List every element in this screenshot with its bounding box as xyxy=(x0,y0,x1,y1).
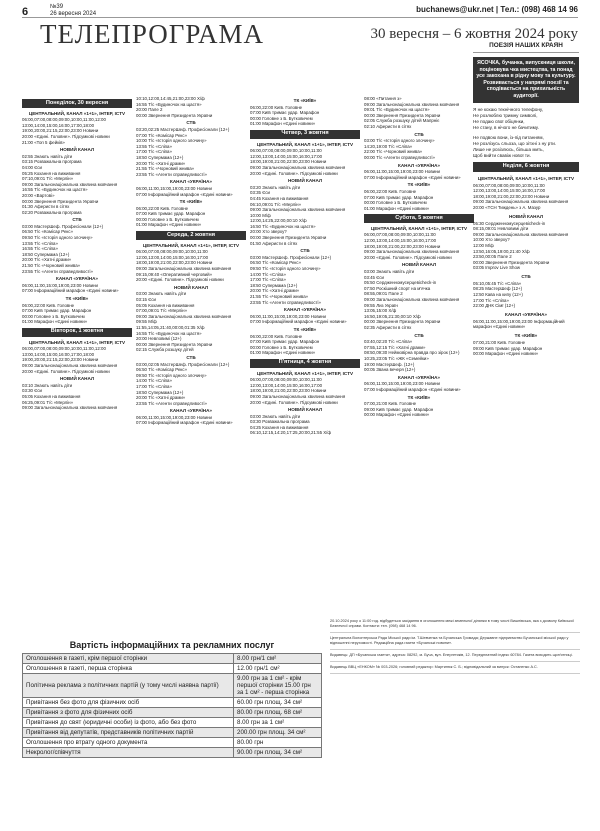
poem-line: Не подаю свої обіцянки, xyxy=(473,118,525,124)
ad-prices-title: Вартість інформаційних та рекламних послуг xyxy=(69,640,275,650)
program-line: 14:00 Т/с «Сліпа» xyxy=(250,271,286,277)
program-line: 05:05 Кохання на виживання xyxy=(22,393,81,399)
channel-heading: ЦЕНТРАЛЬНИЙ, КАНАЛ «1+1», ІНТЕР, ICTV xyxy=(370,225,468,231)
channel-heading: НОВИЙ КАНАЛ xyxy=(508,213,544,219)
program-line: 07:55,12:15 Т/с «Хатні драми» xyxy=(364,344,426,350)
program-line: 07:00 Т/с «Комісар Рекс» xyxy=(136,132,188,138)
program-line: 02:10 Аферисти в сітях xyxy=(364,123,412,129)
program-line: 03:05 Improv Live Show xyxy=(473,265,521,271)
program-line: 20:00 «Єдині. Головне». Підсумкові новини xyxy=(364,254,452,260)
program-line: 09:50 Т/с «Історія одного злочину» xyxy=(22,235,93,241)
program-line: 01:00 Марафон «Єдині новини» xyxy=(250,121,316,127)
program-line: 00:00 Головне з Б. Бутковичем xyxy=(22,313,85,319)
program-line: 06:00,07:00,08:00,09:00,10:00,11:00,12:00 xyxy=(22,346,106,352)
program-line: 11:55,14:05,21:40,00:00,01:35 Х/ф xyxy=(136,324,205,330)
program-line: 06:00,07:00,08:00,09:00,10:00,11:00 xyxy=(364,232,436,238)
ad-service: Оголошення про втрату одного документа xyxy=(23,738,234,748)
program-line: 04:00 Єси xyxy=(22,164,43,170)
poem-lines xyxy=(473,107,579,159)
schedule-column-2 xyxy=(136,96,246,616)
ad-service: Некролог/співчуття xyxy=(23,748,234,758)
program-line: 03:00 МастерШеф. Професіонали (12+) xyxy=(22,223,104,229)
poem-line: Не подвою вони, із-під питанням, xyxy=(473,134,544,140)
program-line: 09:00 Загальнонаціональна хвилина мовчання xyxy=(250,164,346,170)
poem-banner: ЯСОЧКА, бучанка, випускниця школи, поціновува чка мистецтва, та понад усе закохана в рідну мову та культуру. Розвивається у напрямі поезії та сподівається на прихильність аудиторії. xyxy=(473,57,579,103)
channel-heading: КАНАЛ «УКРАЇНА» xyxy=(505,311,547,317)
program-line: 03:00 Знають навіть діти xyxy=(250,413,301,419)
program-line: 18:00,19:00,21:00,22:00,23:00 Новини xyxy=(473,193,550,199)
program-line: 07:10,09:01 Т/с «Мерлін» xyxy=(22,176,74,182)
program-line: 06:25,09:01 Т/с «Мерлін» xyxy=(22,399,74,405)
ad-prices xyxy=(22,640,322,758)
program-line: 18:50 Супермама (12+) xyxy=(136,154,184,160)
channel-heading: СТБ xyxy=(186,354,196,360)
ad-price: 8.00 грн/1 см² xyxy=(234,654,322,664)
date-range: 30 вересня – 6 жовтня 2024 року xyxy=(370,26,578,42)
program-line: 00:00 Звернення Президента України xyxy=(364,112,441,118)
program-line: 07:00 Київ тримає удар. Марафон xyxy=(250,339,320,345)
channel-heading: СТБ xyxy=(72,217,82,223)
program-line: 09:00 Загальнонаціональна хвилина мовчання xyxy=(364,297,460,302)
program-line: 05:25 Кохання на виживання xyxy=(22,170,81,176)
poem-title: ПОЕЗІЯ НАШИХ КРАЯН xyxy=(473,40,579,53)
program-line: 07:00,21:00 Київ. Головне xyxy=(473,340,526,346)
tv-schedule xyxy=(22,96,472,616)
program-line: 09:55 М/ф xyxy=(136,319,157,325)
program-line: 06:00,22:00 Київ. Головне xyxy=(22,302,75,308)
poem-line: Щоб вийти свавіж нової ти. xyxy=(473,152,531,158)
program-line: 01:00 Марафон «Єдині новини» xyxy=(364,205,430,211)
ad-price: 80.00 грн xyxy=(234,738,322,748)
imprint-paragraph: Центральна Волонтерська Рада Міської ради ім. Т.Шевченка та Бучанська Громада; Державне підприємство Бучанської міської ради у відношенні нерухомості. Редакційна рада газети «Бучанські новини». xyxy=(330,636,580,650)
program-line: 23:55 Т/с «Агенти справедливості» xyxy=(250,299,321,305)
imprint xyxy=(330,619,580,677)
program-line: 09:50 Т/с «Історія одного злочину» xyxy=(250,266,321,272)
program-line: 16:50 Т/с «Будиночок на щастя» xyxy=(250,223,316,229)
program-line: 03:30 Єси xyxy=(22,388,43,394)
ad-price: 12.00 грн/1 см² xyxy=(234,664,322,674)
program-line: 23:50,00:05 Пале 2 xyxy=(473,254,512,260)
program-line: 18:50 Супермама (12+) xyxy=(250,282,298,288)
program-line: 06:10,09:01 Т/с «Мерлін» xyxy=(250,201,302,207)
program-line: 17:00 Т/с «Сліпа» xyxy=(250,277,286,283)
channel-heading: НОВИЙ КАНАЛ xyxy=(287,407,323,413)
channel-heading: НОВИЙ КАНАЛ xyxy=(173,284,209,290)
channel-heading: СТБ xyxy=(300,248,310,254)
program-line: 01:50 Аферисти в сітях xyxy=(250,240,298,246)
program-line: 03:30 Розважальна програма xyxy=(250,419,310,425)
program-line: 00:00 Звернення Президента України xyxy=(136,112,213,118)
table-row xyxy=(23,748,322,758)
program-line: 00:00 Т/с «Агенти справедливості» xyxy=(364,154,435,160)
table-row xyxy=(23,654,322,664)
program-line: 21:55 Т/с «Чорновий жнива» xyxy=(250,294,309,299)
program-line: 00:00 Головне з Б. Бутковичем xyxy=(136,216,199,222)
program-line: 08:50,09:30 Неймовірна правда про зірок (12+) xyxy=(364,350,460,356)
program-line: 10:00 Хто зверху? xyxy=(473,237,510,243)
header-rule xyxy=(22,17,578,18)
program-line: 06:50 Т/с «Комісар Рекс» xyxy=(250,260,302,266)
channel-heading: КАНАЛ «УКРАЇНА» xyxy=(284,307,326,313)
channel-heading: КАНАЛ «УКРАЇНА» xyxy=(170,408,212,414)
program-line: 14:20,19:00 Т/с «Сліпа» xyxy=(364,143,413,149)
channel-heading: НОВИЙ КАНАЛ xyxy=(401,262,437,268)
program-line: 20:00 Т/с «Хатні драми» xyxy=(22,257,72,263)
program-line: 20:00 «Єдині. Головне». Підсумкові новини xyxy=(22,133,110,139)
program-line: 09:00 Загальнонаціональна хвилина мовчання xyxy=(250,207,346,213)
table-row xyxy=(23,674,322,698)
program-line: 09:00 Загальнонаціональна хвилина мовчання xyxy=(364,249,460,255)
program-line: 00:00 Марафон «Єдині новини» xyxy=(364,412,430,418)
program-line: 02:55 Знають навіть діти xyxy=(22,153,73,159)
program-line: 09:15,09:40 «Оперативний черговий» xyxy=(136,271,213,277)
program-line: 16:55 Т/с «Будиночок на щастя» xyxy=(22,187,88,193)
program-line: 20:00 Т/с «Хатні драми» xyxy=(136,395,186,401)
channel-heading: КАНАЛ «УКРАЇНА» xyxy=(398,374,440,380)
channel-heading: СТБ xyxy=(414,131,424,137)
ad-prices-table xyxy=(22,653,322,758)
program-line: 01:00 Марафон «Єдині новини» xyxy=(250,350,316,356)
day-heading: Субота, 5 жовтня xyxy=(364,214,474,223)
program-line: 06:00,22:00 Київ. Головне xyxy=(250,333,303,339)
program-line: 03:10 Знають навіть діти xyxy=(22,382,73,388)
program-line: 07:00 Інформаційний марафон «Єдині новини» xyxy=(364,174,461,180)
program-line: 18:50 Супермама (12+) xyxy=(22,251,70,257)
program-line: 09:01 Т/с «Будиночок на щастя» xyxy=(364,107,430,113)
program-line: 12:00 М/ф xyxy=(473,242,494,248)
program-line: 09:00 Загальнонаціональна хвилина мовчання xyxy=(364,101,460,107)
program-line: 09:00 Загальнонаціональна хвилина мовчання xyxy=(473,231,569,237)
program-line: 00:00 Звернення Президента України xyxy=(473,259,550,265)
program-line: 13:50,16:05,19:00,21:40 Х/ф xyxy=(473,248,530,254)
program-line: 03:20,02:25 МастерШеф. Професіонали (12+) xyxy=(136,126,230,132)
page-number: 6 xyxy=(22,6,29,18)
program-line: 03:15 Розважальна програма xyxy=(22,159,82,165)
program-line: 07:00 Інформаційний марафон «Єдині новини» xyxy=(22,288,119,294)
program-line: 05:50 Сердженномусерцевіcheck-in xyxy=(364,280,437,286)
program-line: 06:00,11:00,15:00,19:00,23:00 Інформаційний марафон «Єдині новини» xyxy=(473,318,565,330)
channel-heading: КАНАЛ «УКРАЇНА» xyxy=(56,276,98,282)
program-line: 20:00 «Єдині. Головне». Підсумкові новини xyxy=(22,368,110,374)
program-line: 03:00 Т/с «Історія одного злочину» xyxy=(364,138,435,144)
channel-heading: ТК «КИЇВ» xyxy=(293,98,317,103)
program-line: 13:05,15:00 Х/ф xyxy=(364,308,397,314)
program-line: 06:00,11:00,15:00,19:00,23:00 Новини xyxy=(22,282,98,288)
program-line: 12:00,13:00,14:00,15:00,16:00,17:00 xyxy=(250,382,323,388)
poem-line: Не розлізусь сльоза, що зітхні з ну рти. xyxy=(473,140,557,146)
program-line: 00:00 Головне з Б. Бутковичем xyxy=(250,115,313,121)
program-line: 01:00 Марафон «Єдині новини» xyxy=(22,319,88,325)
program-line: 12:00,13:00,14:00,15:00,16:00,17:00 xyxy=(473,188,546,194)
program-line: 23:55 Т/с «Агенти справедливості» xyxy=(136,171,207,177)
channel-heading: КАНАЛ «УКРАЇНА» xyxy=(398,162,440,168)
program-line: 09:00 Загальнонаціональна хвилина мовчання xyxy=(473,199,569,205)
program-line: 07:00 Київ тримає удар. Марафон xyxy=(136,211,206,217)
program-line: 20:00 Пале 2 xyxy=(136,107,163,113)
program-line: 07:00,09:01 Т/с «Мерлін» xyxy=(136,308,188,314)
program-line: 09:00 Загальнонаціональна хвилина мовчання xyxy=(22,181,118,187)
schedule-column-4 xyxy=(364,96,474,616)
program-line: 07:00 Інформаційний марафон «Єдині новини» xyxy=(364,386,461,392)
ad-service: Привітання з фото для фізичних осіб xyxy=(23,708,234,718)
sidebar xyxy=(473,40,579,357)
channel-heading: КАНАЛ «УКРАЇНА» xyxy=(170,179,212,185)
program-line: 03:40,02:20 Т/с «Сліпа» xyxy=(364,339,413,345)
program-line: 12:00,13:00,14:00,15:00,16:00,17:00 xyxy=(364,238,437,244)
program-line: 09:50 Т/с «Історія одного злочину» xyxy=(136,372,207,378)
schedule-column-3 xyxy=(250,96,360,616)
ad-service: Привітання до свят (юридичні особи) із фото, або без фото xyxy=(23,718,234,728)
program-line: 06:00,22:00 Київ. Головне xyxy=(136,205,189,211)
program-line: 21:55 Т/с «Чорновий жнива» xyxy=(136,166,195,172)
program-line: 04:25 Кохання на виживання xyxy=(250,424,309,430)
program-line: 00:00 Звернення Президента України xyxy=(22,198,99,204)
program-line: 20:00 «Єдині. Головне». Підсумкові новини xyxy=(250,170,338,176)
program-line: 20:00 Невловимі (12+) xyxy=(136,336,182,342)
program-line: 06:00,22:00 Київ. Головне xyxy=(364,188,417,194)
table-row xyxy=(23,708,322,718)
table-row xyxy=(23,664,322,674)
program-line: 07:00 Інформаційний марафон «Єдині новини» xyxy=(136,420,233,426)
sidebar-schedule xyxy=(473,162,579,357)
program-line: 19:00,20:00,21:15,22:00,23:00 Новини xyxy=(22,357,99,363)
channel-heading: СТБ xyxy=(521,273,531,279)
channel-heading: ЦЕНТРАЛЬНИЙ, КАНАЛ «1+1», ІНТЕР, ICTV xyxy=(28,339,126,345)
program-line: 16:55 Т/с «Будиночок на щастя» xyxy=(136,101,202,107)
program-line: 00:00 Звернення Президента України xyxy=(136,341,213,347)
program-line: 06:00,11:00,15:00,19:00,23:00 Новини xyxy=(364,381,440,387)
channel-heading: ТК «КИЇВ» xyxy=(407,394,431,400)
channel-heading: ЦЕНТРАЛЬНИЙ, КАНАЛ «1+1», ІНТЕР, ICTV xyxy=(142,242,240,248)
program-line: 05:30 Сердженномусерцевіcheck-in xyxy=(473,220,546,226)
program-line: 06:00,07:00,08:00,09:00,10:00,11:00,12:00 xyxy=(22,117,106,123)
program-line: 04:45 Кохання на виживання xyxy=(250,195,309,201)
poem-line: Лише не розізлюсь, більша мить, xyxy=(473,146,544,152)
ad-service: Оголошення в газеті, крім першої сторінки xyxy=(23,654,234,664)
program-line: 09:55 Лиз Україн xyxy=(364,302,398,308)
program-line: 06:00,07:00,08:00,09:00,10:00,11:00 xyxy=(250,377,322,383)
imprint-paragraph: Видавець ВВЦ «ЕНКОМ» № 003-2026; головний редактор: Мартинюк С. Б.; відповідальний за випуск: Остапенко А.С. xyxy=(330,665,580,674)
program-line: 03:00 Знають навіть діти xyxy=(364,269,415,275)
program-line: 01:00 Марафон «Єдині новини» xyxy=(136,222,202,228)
table-row xyxy=(23,718,322,728)
program-line: 10:25,23:05 Т/с «ЖК «Семейки» xyxy=(364,355,429,361)
day-heading: Неділя, 6 жовтня xyxy=(473,162,579,172)
program-line: 08:15,09:01 Невловимі діти xyxy=(473,226,529,232)
program-line: 08:00 «Питання з» xyxy=(364,96,402,101)
program-line: 03:15 Єси xyxy=(136,297,157,302)
program-line: 12:00,13:00,14:00,15:00,16:00,17:00 xyxy=(250,153,323,159)
channel-heading: НОВИЙ КАНАЛ xyxy=(59,147,95,153)
program-line: 18:00,19:00,21:00,22:00,23:00 Новини xyxy=(364,243,441,249)
program-line: 10:00 М/ф xyxy=(250,212,271,218)
channel-heading: НОВИЙ КАНАЛ xyxy=(287,178,323,184)
program-line: 06:00,07:00,08:00,09:00,10:00,11:00 xyxy=(250,148,322,154)
program-line: 06:00,11:00,15:00,19:00,23:00 Новини xyxy=(250,313,326,319)
program-line: 03:00 МастерШеф. Професіонали (12+) xyxy=(250,254,332,260)
program-line: 08:55,09:01 Пале 2 xyxy=(364,291,403,297)
program-line: 18:00,19:00,21:00,22:00,23:00 Новини xyxy=(250,388,327,394)
program-line: 22:00 ДНК Сімї (12+) xyxy=(473,303,516,309)
ad-price: 8.00 грн за 1 см² xyxy=(234,718,322,728)
program-line: 07:00 Інформаційний марафон «Єдині новини» xyxy=(250,319,347,325)
program-line: 01:30 Аферисти в сітях xyxy=(22,204,70,210)
program-line: 13:00,14:00,15:00,16:00,17:00,18:00 xyxy=(22,122,95,128)
program-line: 09:00 Київ тримає удар. Марафон xyxy=(364,406,434,412)
imprint-paragraph: Видавець: ДП «Бучанська газета», адреса: 08292, м. Буча, вул. Енергетиків, 12. Передплатний індекс 60784. Газета виходить щоп'ятниці. xyxy=(330,653,580,662)
program-line: 09:00 Загальнонаціональна хвилина мовчання xyxy=(22,362,118,368)
program-line: 09:00 Київ тримає удар. Марафон xyxy=(473,345,543,351)
program-line: 00:00 Звернення Президента України xyxy=(250,235,327,241)
program-line: 18:00,19:00,21:00,22:00,23:00 Новини xyxy=(136,260,213,266)
channel-heading: СТБ xyxy=(186,120,196,126)
program-line: 07:00,21:00 Київ. Головне xyxy=(364,401,417,407)
program-line: 05:10,05:45 Т/с «Сліпа» xyxy=(473,280,522,286)
program-line: 19:00 МастерШеф. (12+) xyxy=(364,361,415,367)
channel-heading: ТК «КИЇВ» xyxy=(407,182,431,188)
program-line: 02:20 Розважальна програма xyxy=(22,209,82,215)
program-line: 06:00,11:00,15:00,19:00,23:00 Новини xyxy=(364,169,440,175)
program-line: 09:00 Загальнонаціональна хвилина мовчання xyxy=(250,393,346,399)
table-row xyxy=(23,728,322,738)
program-line: 00:00 Марафон «Єдині новини» xyxy=(473,351,539,357)
program-line: 00:00 Головне з Б. Бутковичем xyxy=(250,344,313,350)
poem-line: Я не кохаю технічного телефону, xyxy=(473,106,543,112)
program-line: 06:50 Т/с «Комісар Рекс» xyxy=(22,229,74,235)
program-line: 20:00 «ТСН Тиждень» з А. Мазур xyxy=(473,204,541,210)
program-line: 07:00 Київ тримає удар. Марафон xyxy=(364,194,434,200)
program-line: 07:00 Інформаційний марафон «Єдині новини» xyxy=(136,191,233,197)
program-line: 03:45 Єси xyxy=(364,274,385,280)
program-line: 20:00 «Єдині. Головне». Підсумкові новини xyxy=(250,399,338,405)
channel-heading: НОВИЙ КАНАЛ xyxy=(59,376,95,382)
program-line: 06:00,11:00,15:00,19:00,23:00 Новини xyxy=(136,185,212,191)
program-line: 13:55 Т/с «Сліпа» xyxy=(22,240,58,246)
program-line: 12:00,14:25,22:00,00:10 Х/ф xyxy=(250,218,307,224)
program-line: 18:50 Супермама (12+) xyxy=(136,389,184,395)
program-line: 10:10,12:00,14:45,21:00,23:00 Х/ф xyxy=(136,96,205,101)
imprint-paragraph: 20.10.2024 року о 11:00 год. відбудеться засідання в оголошення межі земельної ділянки в тому числі Вишнівська, яка з дозволу Київської Безпечної справи. Контакти: тел. (098) 468 14 96. xyxy=(330,619,580,633)
channel-heading: ЦЕНТРАЛЬНИЙ, КАНАЛ «1+1», ІНТЕР, ICTV xyxy=(256,141,354,147)
program-line: 23:55 Т/с «Агенти справедливості» xyxy=(22,268,93,274)
program-line: 12:00,13:00,14:00,15:00,16:00,17:00 xyxy=(136,254,209,260)
program-line: 00:05 Звана вечеря (12+) xyxy=(364,367,416,373)
program-line: 00:00 Звернення Президента України xyxy=(364,319,441,325)
program-line: 13:00,14:00,15:00,16:00,17:00,18:00 xyxy=(22,351,95,357)
program-line: 20:00 «Вартові» xyxy=(22,192,55,198)
program-line: 20:00 Т/с «Хатні драми» xyxy=(250,288,300,294)
program-line: 09:00 Загальнонаціональна хвилина мовчання xyxy=(22,405,118,411)
channel-heading: ТК «КИЇВ» xyxy=(293,326,317,332)
ad-service: Політична реклама з політичних партій (у тому числі наявна партії) xyxy=(23,674,234,698)
program-line: 09:00 Загальнонаціональна хвилина мовчання xyxy=(136,266,232,272)
program-line: 23:55 Т/с «Агенти справедливості» xyxy=(136,400,207,406)
program-line: 20:00 Т/с «Хатні драми» xyxy=(136,160,186,166)
channel-heading: ТК «КИЇВ» xyxy=(65,296,89,301)
program-line: 22:00 Т/с «Чорновий жнива» xyxy=(364,149,423,155)
program-line: 02:35 Аферисти в сітях xyxy=(364,324,412,330)
day-heading: Середа, 2 жовтня xyxy=(136,231,246,240)
program-line: 17:00 Т/с «Сліпа» xyxy=(136,149,172,155)
program-line: 21:00 «Топ 5 фейків» xyxy=(22,139,65,145)
program-line: 06:00,07:00,08:00,09:00,10:00,11:00 xyxy=(136,249,208,255)
ad-price: 60.00 грн площ. 34 см² xyxy=(234,698,322,708)
poem-line: Не розлюблю тримну символі, xyxy=(473,112,538,118)
program-line: 03:00 Знають навіть діти xyxy=(136,291,187,297)
program-line: 03:00,02:05 МастерШеф. Професіонали (12+) xyxy=(136,361,230,367)
program-line: 02:05 Служба розшуку дітей Мапрніє xyxy=(364,118,440,124)
channel-heading: ЦЕНТРАЛЬНИЙ, КАНАЛ «1+1», ІНТЕР, ICTV xyxy=(256,370,354,376)
program-line: 06:10,12:15,14:20,17:25,20:00,21:55 Х/ф xyxy=(250,430,332,436)
day-heading: Понеділок, 30 вересня xyxy=(22,99,132,108)
ad-service: Привітання без фото для фізичних осіб xyxy=(23,698,234,708)
program-line: 16:50,19:05,21:30,00:10 Х/ф xyxy=(364,313,421,319)
program-line: 13:55 Т/с «Сліпа» xyxy=(136,143,172,149)
program-line: 17:00 Т/с «Сліпа» xyxy=(136,383,172,389)
issue-info: №39 26 вересня 2024 xyxy=(50,4,97,17)
program-line: 09:00 Загальнонаціональна хвилина мовчання xyxy=(136,313,232,319)
schedule-column-1 xyxy=(22,96,132,616)
channel-heading: ЦЕНТРАЛЬНИЙ, КАНАЛ «1+1», ІНТЕР, ICTV xyxy=(477,175,575,181)
ad-price: 80.00 грн площ. 68 см² xyxy=(234,708,322,718)
channel-heading: ТК «КИЇВ» xyxy=(514,333,538,339)
ad-price: 9.00 грн за 1 см² - крім першої сторінки 15.00 грн за 1 см² - перша сторінка xyxy=(234,674,322,698)
day-heading: Четвер, 3 жовтня xyxy=(250,130,360,139)
program-line: 20:00 Хто зверху? xyxy=(250,229,287,235)
program-line: 03:20 Знають навіть діти xyxy=(250,184,301,190)
program-line: 06:00,22:00 Київ. Головне xyxy=(250,104,303,110)
program-line: 03:35 Єси xyxy=(250,190,271,196)
program-line: 16:55 Т/с «Сліпа» xyxy=(22,246,58,252)
program-line: 19:00,20:00,21:15,22:00,23:00 Новини xyxy=(22,128,99,134)
program-line: 07:00 Київ тримає удар. Марафон xyxy=(22,308,92,314)
program-line: 06:00,07:00,08:00,09:00,10:00,11:00 xyxy=(473,182,545,188)
channel-heading: СТБ xyxy=(414,332,424,338)
program-line: 21:50 Т/с «Чорновий жнива» xyxy=(22,263,81,269)
day-heading: Вівторок, 1 жовтня xyxy=(22,328,132,337)
program-line: 17:00 Т/с «Сліпа» xyxy=(473,297,509,303)
program-line: 16:55 Т/с «Будиночок на щастя» xyxy=(136,330,202,336)
program-line: 20:00 «Єдині. Головне». Підсумкові новини xyxy=(136,277,224,283)
ad-service: Оголошення в газеті, перша сторінка xyxy=(23,664,234,674)
page-title: ТЕЛЕПРОГРАМА xyxy=(40,19,264,49)
channel-heading: ЦЕНТРАЛЬНИЙ, КАНАЛ «1+1», ІНТЕР, ICTV xyxy=(28,110,126,116)
program-line: 06:50 Т/с «Комісар Рекс» xyxy=(136,367,188,373)
program-line: 05:05 Кохання на виживання xyxy=(136,302,195,308)
channel-heading: ТК «КИЇВ» xyxy=(179,199,203,205)
program-line: 12:50 Кава на кипу (12+) xyxy=(473,292,523,298)
program-line: 00:00 Головне з Б. Бутковичем xyxy=(364,200,427,206)
contact-info: buchanews@ukr.net | Тел.: (098) 468 14 96 xyxy=(416,5,578,14)
ad-price: 90.00 грн площ. 34 см² xyxy=(234,748,322,758)
day-heading: П'ятниця, 4 жовтня xyxy=(250,359,360,368)
table-row xyxy=(23,738,322,748)
program-line: 18:00,19:00,21:00,22:00,23:00 Новини xyxy=(250,159,327,165)
table-row xyxy=(23,698,322,708)
poem-line: Не стану, в нічого не бачитиму. xyxy=(473,124,539,130)
program-line: 07:00 Київ тримає удар. Марафон xyxy=(250,110,320,116)
ad-service: Привітання від депутатів, представників політичних партій xyxy=(23,728,234,738)
program-line: 10:00 Т/с «Історія одного злочину» xyxy=(136,138,207,144)
ad-price: 200.00 грн площ. 34 см² xyxy=(234,728,322,738)
program-line: 02:15 Служба розшуку дітей xyxy=(136,347,194,353)
program-line: 14:00 Т/с «Сліпа» xyxy=(136,378,172,384)
program-line: 08:25 МастерШеф (12+) xyxy=(473,286,523,292)
program-line: 07:50 Роскішний спорт на м'ячка xyxy=(364,285,431,291)
program-line: 06:00,11:00,15:00,19:00,23:00 Новини xyxy=(136,414,212,420)
